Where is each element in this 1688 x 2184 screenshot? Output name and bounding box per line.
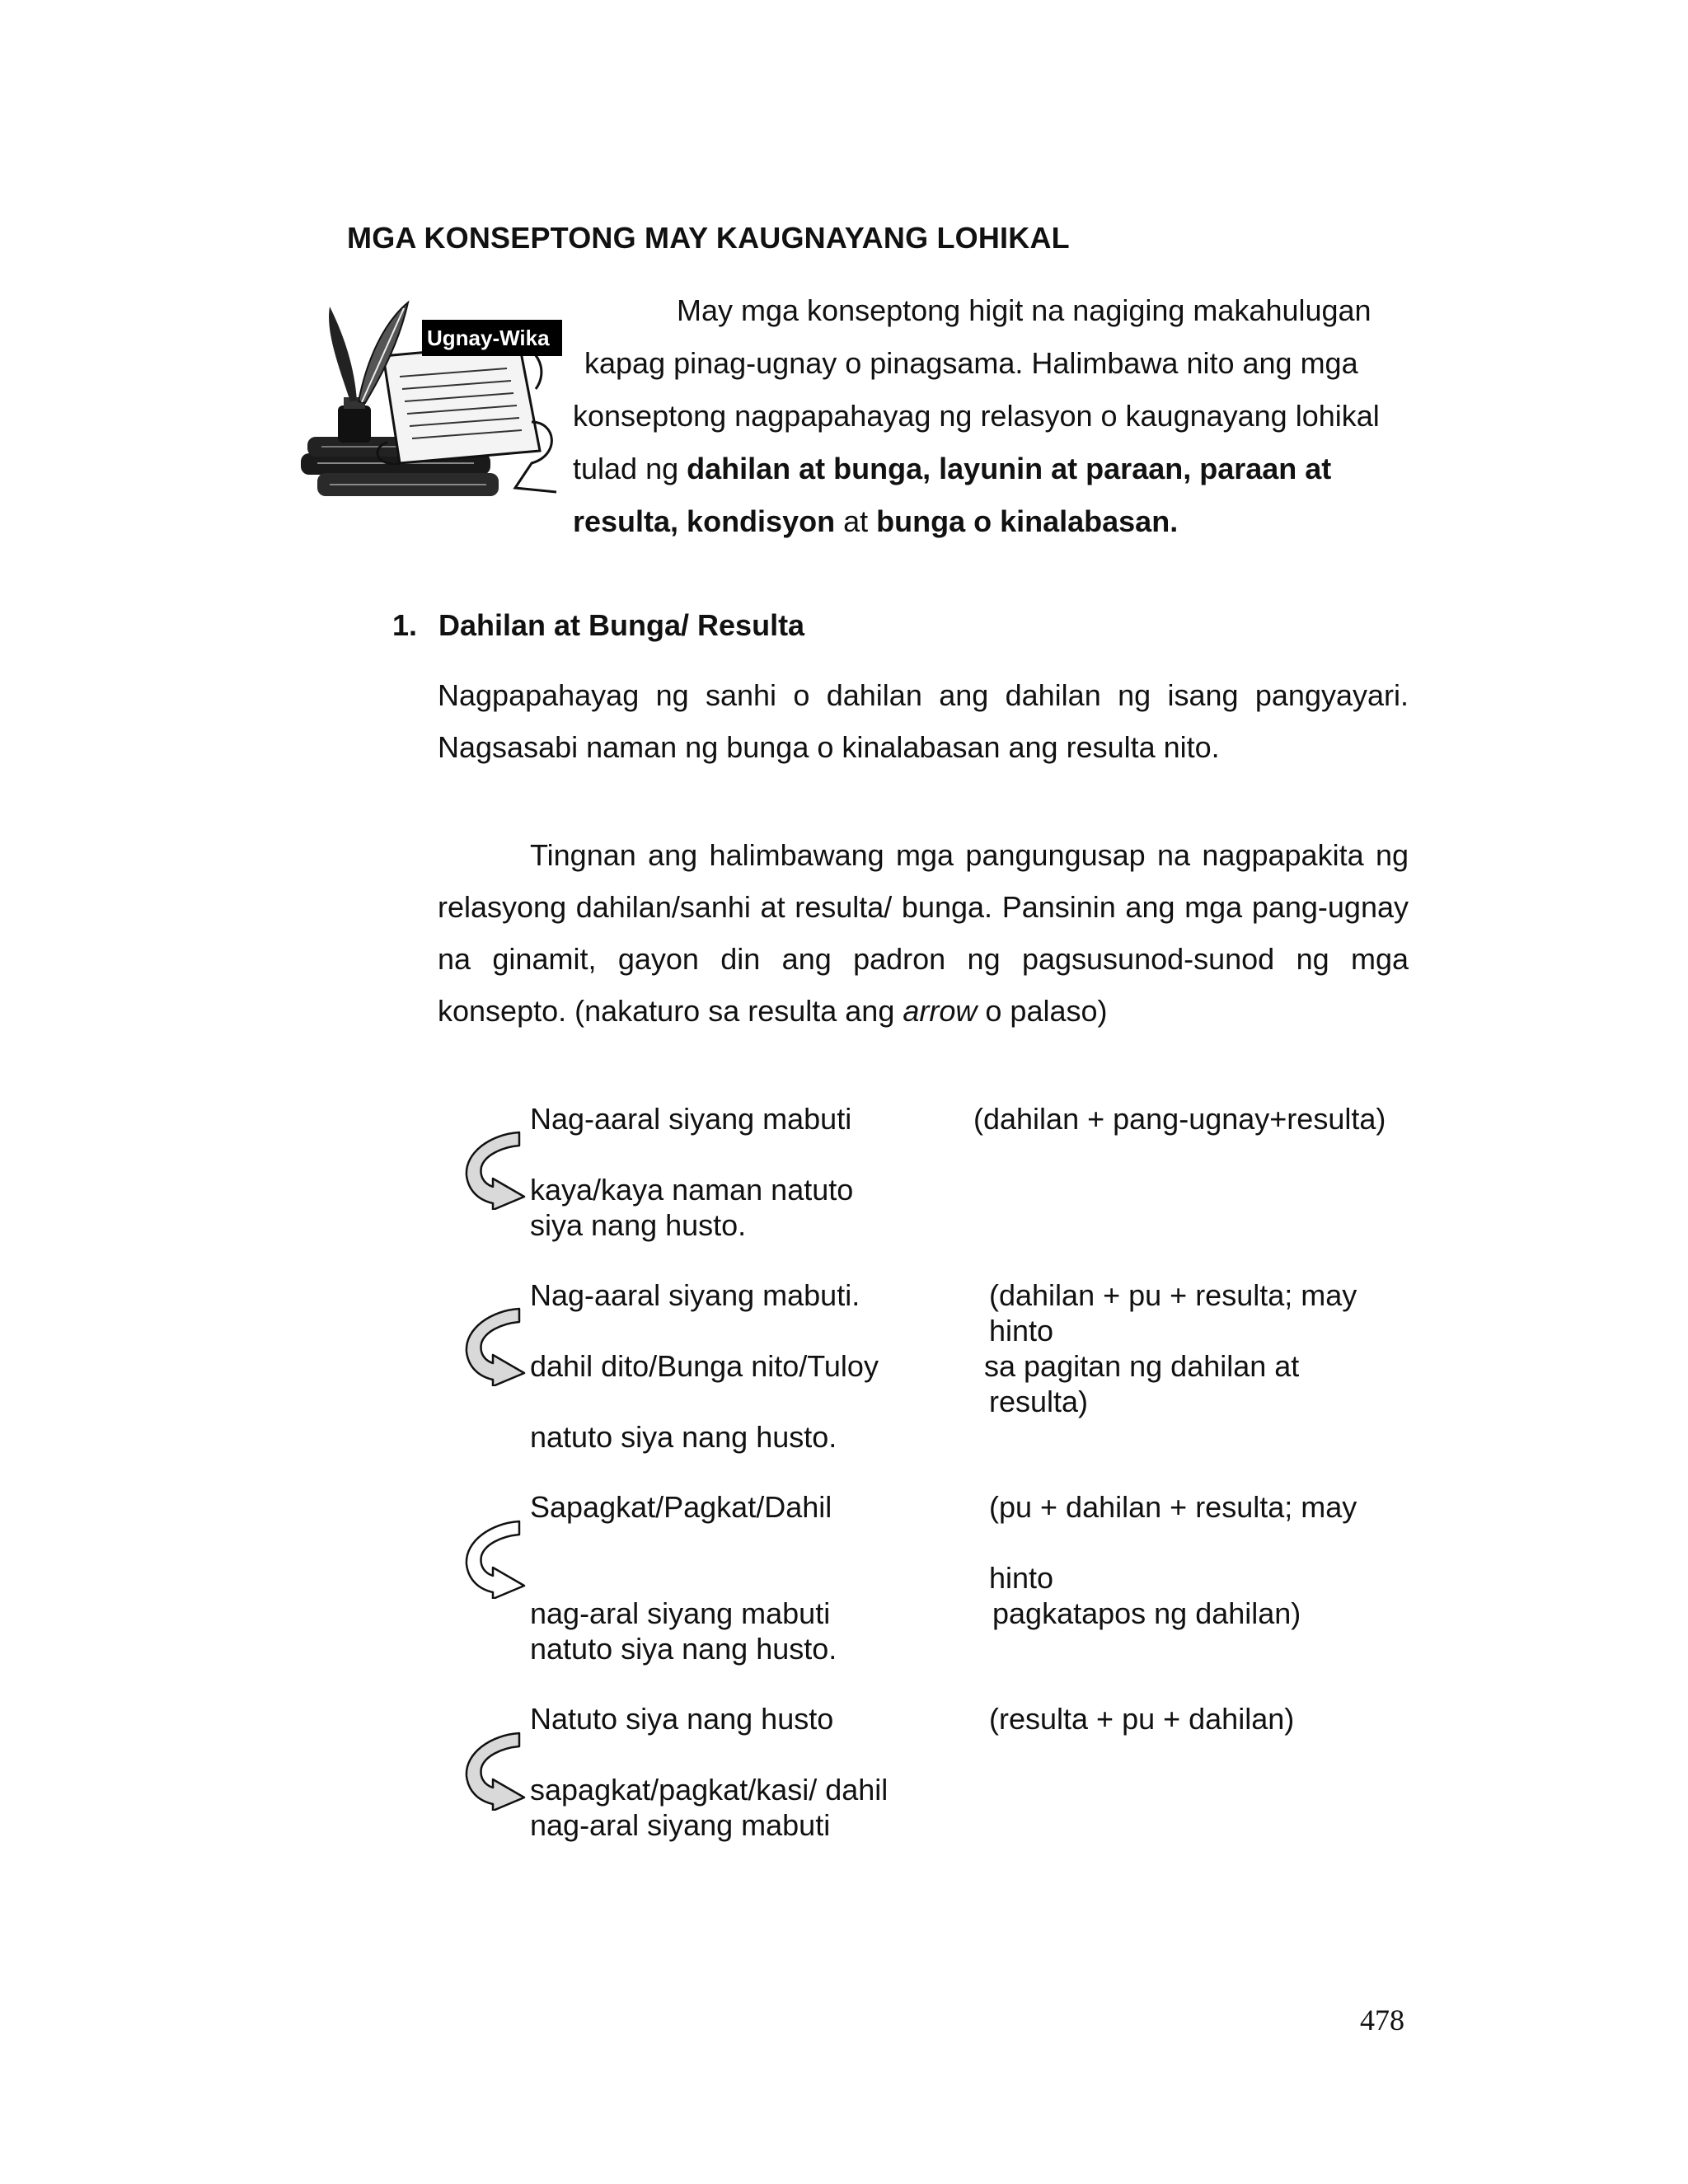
curved-arrow-icon: [458, 1516, 526, 1599]
example-pattern: sa pagitan ng dahilan at: [984, 1349, 1300, 1383]
example-pattern: resulta): [989, 1385, 1089, 1418]
example-line: nag-aral siyang mabuti: [530, 1808, 831, 1842]
example-line: natuto siya nang husto.: [530, 1632, 837, 1666]
example-line: sapagkat/pagkat/kasi/ dahil: [530, 1773, 889, 1807]
example-pattern: (resulta + pu + dahilan): [989, 1702, 1295, 1736]
definition-paragraph: [438, 669, 1409, 773]
example-1-right: [973, 1101, 1386, 1137]
paragraph-italic-word: arrow: [903, 994, 978, 1028]
example-gap: [989, 1525, 1357, 1560]
example-pattern: (pu + dahilan + resulta; may: [989, 1490, 1357, 1524]
intro-bold-text: resulta, kondisyon: [573, 504, 836, 538]
example-pattern: pagkatapos ng dahilan): [992, 1596, 1301, 1630]
intro-line: May mga konseptong higit na nagiging makahulugan: [677, 293, 1372, 327]
section-number: 1.: [392, 608, 418, 642]
intro-bold-text: dahilan at bunga, layunin at paraan, paraan at: [687, 452, 1332, 485]
example-gap: [530, 1525, 837, 1596]
example-pattern: (dahilan + pu + resulta; may: [989, 1278, 1357, 1312]
ugnay-wika-badge: Ugnay-Wika: [422, 320, 562, 356]
curved-arrow-icon: [458, 1728, 526, 1811]
intro-text: at: [835, 504, 877, 538]
intro-line: konseptong nagpapahayag ng relasyon o kaugnayang lohikal: [573, 399, 1380, 433]
paragraph-text: [438, 829, 1409, 1037]
intro-line: [573, 495, 1409, 548]
intro-line: [573, 443, 1409, 495]
example-gap: [530, 1736, 888, 1772]
paragraph-text-main: Tingnan ang halimbawang mga pangungusap na nagpapakita ng relasyong dahilan/sanhi at resulta/ bunga. Pansinin ang mga pang-ugnay na ginamit, gayon din ang padron ng pagsusunod-sunod ng mga konsepto. (nakaturo sa resulta ang: [438, 838, 1409, 1028]
intro-text: tulad ng: [573, 452, 687, 485]
example-3-right: [989, 1489, 1357, 1631]
intro-bold-text: bunga o kinalabasan.: [876, 504, 1179, 538]
example-3-left: [530, 1489, 837, 1666]
example-gap: [530, 1313, 879, 1348]
example-pattern: (dahilan + pang-ugnay+resulta): [973, 1102, 1386, 1136]
example-4-right: [989, 1701, 1294, 1736]
curved-arrow-icon: [458, 1304, 526, 1386]
page-number: 478: [1360, 2004, 1404, 2036]
example-line: siya nang husto.: [530, 1208, 747, 1242]
example-4-left: [530, 1701, 888, 1843]
paragraph-text-end: o palaso): [977, 994, 1108, 1028]
example-pattern: hinto: [989, 1314, 1054, 1347]
section-title: Dahilan at Bunga/ Resulta: [438, 608, 805, 642]
example-line: nag-aral siyang mabuti: [530, 1596, 831, 1630]
instruction-paragraph: [438, 829, 1409, 1037]
example-2-left: [530, 1277, 879, 1455]
example-line: Natuto siya nang husto: [530, 1702, 834, 1736]
intro-line: kapag pinag-ugnay o pinagsama. Halimbawa nito ang mga: [584, 346, 1358, 380]
example-line: kaya/kaya naman natuto: [530, 1173, 854, 1207]
example-pattern: hinto: [989, 1561, 1054, 1595]
paragraph-text: Nagpapahayag ng sanhi o dahilan ang dahilan ng isang pangyayari. Nagsasabi naman ng bunga o kinalabasan ang resulta nito.: [438, 678, 1409, 764]
example-gap: [530, 1137, 853, 1172]
example-line: Sapagkat/Pagkat/Dahil: [530, 1490, 832, 1524]
example-line: Nag-aaral siyang mabuti.: [530, 1278, 860, 1312]
example-line: dahil dito/Bunga nito/Tuloy: [530, 1349, 879, 1383]
curved-arrow-icon: [458, 1127, 526, 1210]
intro-paragraph: [573, 284, 1409, 548]
example-1-left: [530, 1101, 853, 1243]
example-line: Nag-aaral siyang mabuti: [530, 1102, 852, 1136]
section-heading: [392, 608, 804, 643]
example-2-right: [984, 1277, 1357, 1419]
example-gap: [530, 1384, 879, 1419]
example-line: natuto siya nang husto.: [530, 1420, 837, 1454]
ink-pot-icon: [338, 397, 371, 443]
page-title: MGA KONSEPTONG MAY KAUGNAYANG LOHIKAL: [347, 221, 1070, 255]
